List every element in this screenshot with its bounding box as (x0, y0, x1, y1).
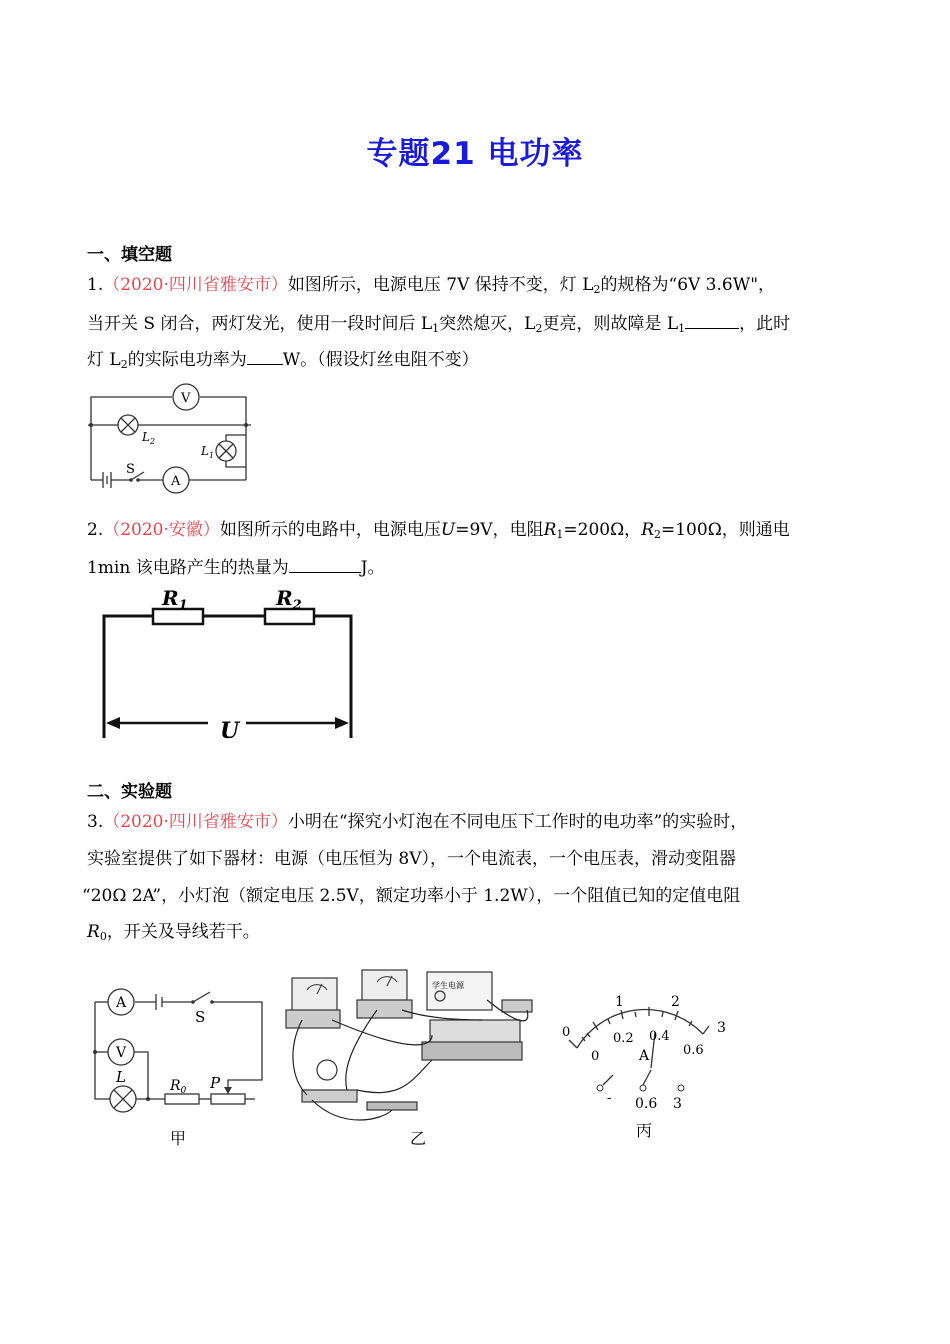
q1-ammeter-label: A (171, 474, 181, 489)
q3-source: （2020·四川省雅安市） (103, 812, 288, 832)
q3-bing-top-2: 2 (671, 994, 680, 1010)
q2-line-1: 2.（2020·安徽）如图所示的电路中，电源电压U=9V，电阻$R_1=200\Omega$，$R_2=100\Omega$，则通电 (87, 520, 790, 541)
section-fill-in: 一、填空题 (87, 245, 172, 265)
q1-l1-label: $L_1$ (201, 444, 215, 460)
q3-bing-terminal-06: 0.6 (635, 1096, 658, 1112)
q2-blank-heat[interactable] (289, 556, 361, 573)
q1-line-1: 1.（2020·四川省雅安市）如图所示，电源电压 7V 保持不变，灯 $L_2$的规格为“6V 3.6W"， (87, 275, 776, 296)
q3-jia-r0-label: $R_0$ (170, 1078, 187, 1096)
q3-bing-terminal-3: 3 (673, 1096, 682, 1112)
q3-bing-unit: A (639, 1048, 650, 1064)
q1-switch-label: S (126, 462, 135, 477)
q3-bing-bottom-0: 0 (591, 1049, 600, 1064)
q2-r2-label: $R_2$ (276, 586, 302, 613)
page-title: 专题21 电功率 (366, 136, 584, 172)
q3-yi-power-supply-label: 学生电源 (432, 981, 464, 990)
q3-jia-caption: 甲 (170, 1129, 187, 1148)
q3-bing-zero-top: 0 (562, 1025, 571, 1040)
q3-jia-voltmeter-label: V (116, 1045, 127, 1061)
q2-u-label: U (220, 718, 240, 744)
q3-jia-switch-label: S (195, 1008, 206, 1026)
q3-bing-caption: 丙 (636, 1121, 653, 1140)
q1-source: （2020·四川省雅安市） (103, 275, 288, 295)
q3-line-1: 3.（2020·四川省雅安市）小明在“探究小灯泡在不同电压下工作时的电功率”的实验时， (87, 812, 748, 832)
q3-bing-bottom-02: 0.2 (613, 1031, 634, 1046)
q3-figure-bing (555, 990, 735, 1150)
q1-voltmeter-label: V (181, 391, 191, 406)
q3-bing-top-1: 1 (615, 994, 624, 1010)
q1-blank-fault[interactable] (685, 312, 739, 329)
q3-bing-bottom-06: 0.6 (683, 1043, 704, 1058)
q1-circuit-figure (86, 385, 256, 495)
q3-figure-yi (282, 960, 552, 1150)
q2-r1-label: $R_1$ (162, 586, 188, 613)
section-experiment: 二、实验题 (87, 782, 172, 802)
q3-yi-caption: 乙 (410, 1129, 427, 1148)
q3-bing-bottom-04: 0.4 (649, 1029, 670, 1044)
q2-source: （2020·安徽） (103, 520, 220, 540)
q1-line-2: 当开关 S 闭合，两灯发光，使用一段时间后 $L_1$突然熄灭，$L_2$更亮，则故障是 $L_1$ ，此时 (87, 314, 791, 335)
q3-bing-top-3: 3 (717, 1020, 726, 1036)
q2-circuit-figure (98, 588, 360, 748)
q2-line-2: 1min 该电路产生的热量为 J。 (87, 558, 385, 578)
q3-jia-ammeter-label: A (116, 995, 127, 1011)
q3-figure-jia (90, 982, 270, 1152)
q3-jia-lamp-label: L (116, 1068, 126, 1086)
q1-l2-label: $L_2$ (142, 430, 156, 446)
q3-line-2: 实验室提供了如下器材：电源（电压恒为 8V），一个电流表，一个电压表，滑动变阻器 (87, 849, 736, 869)
q3-jia-p-label: P (210, 1074, 221, 1092)
q3-line-3: “20Ω 2A”，小灯泡（额定电压 2.5V，额定功率小于 1.2W），一个阻值已知的定值电阻 (82, 886, 741, 906)
q1-line-3: 灯 $L_2$的实际电功率为 W。（假设灯丝电阻不变） (87, 350, 479, 371)
q3-line-4: $R_0$，开关及导线若干。 (87, 922, 260, 943)
q1-blank-power[interactable] (247, 348, 283, 365)
q3-bing-minus: - (607, 1091, 612, 1106)
